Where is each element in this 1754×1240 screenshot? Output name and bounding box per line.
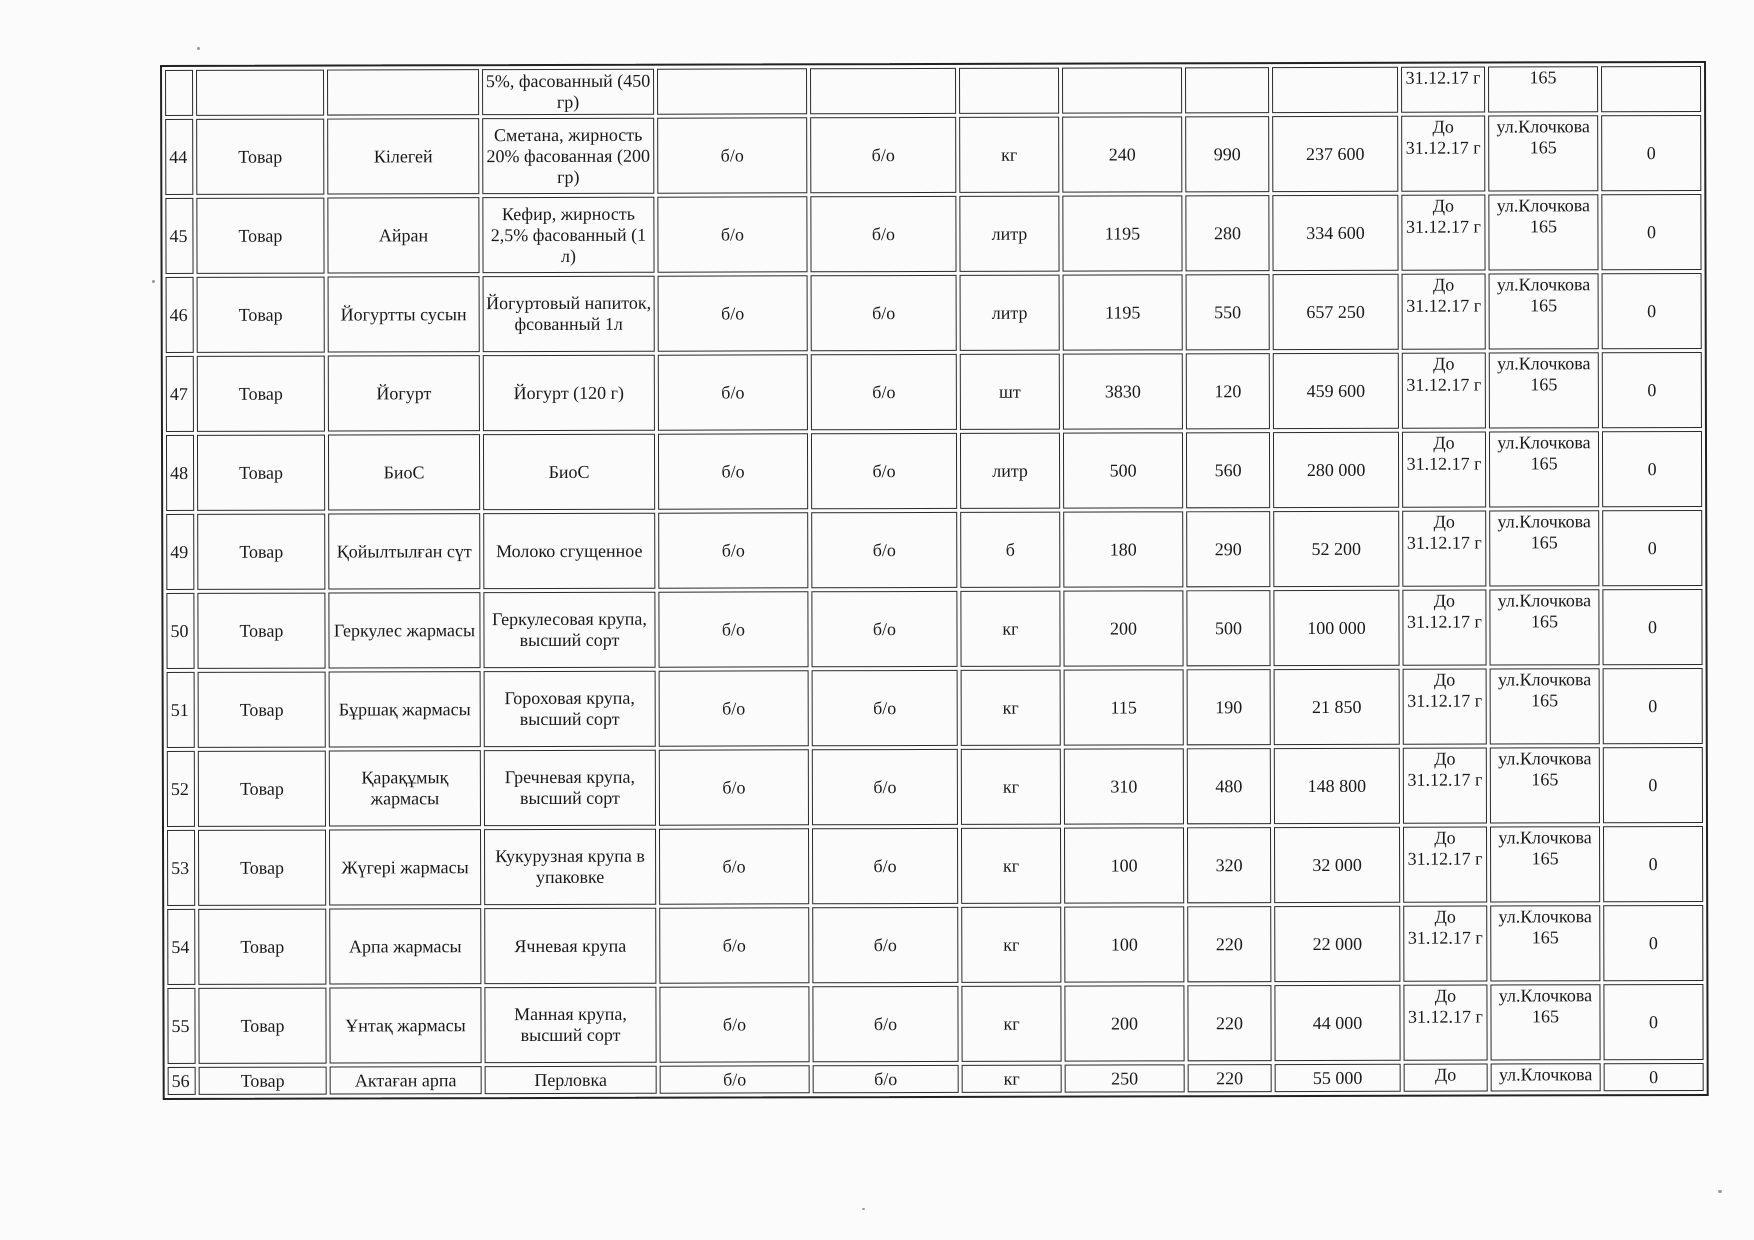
table-row xyxy=(166,431,1702,511)
cell-sum: 52 200 xyxy=(1273,511,1399,587)
cell-address: ул.Клочкова 165 xyxy=(1489,510,1599,586)
cell-name-kz: Актаған арпа xyxy=(330,1066,482,1094)
cell-advance: 0 xyxy=(1601,194,1701,270)
cell-type: Товар xyxy=(197,514,325,590)
cell-unit: шт xyxy=(960,354,1060,430)
cell-num: 46 xyxy=(166,277,194,353)
cell-sum: 237 600 xyxy=(1272,116,1398,192)
cell-term: До 31.12.17 г xyxy=(1402,590,1486,666)
table-row xyxy=(167,747,1703,827)
cell-num: 48 xyxy=(166,435,194,511)
cell-price: 550 xyxy=(1186,274,1270,350)
cell-name-ru: Гороховая крупа, высший сорт xyxy=(484,671,656,747)
table-row xyxy=(167,826,1703,906)
cell-c5: б/о xyxy=(658,275,808,351)
cell-qty: 200 xyxy=(1063,590,1183,666)
cell-c6: б/о xyxy=(811,275,957,351)
cell-name-kz: Кілегей xyxy=(327,118,479,194)
cell-c6 xyxy=(810,68,956,114)
cell-address: ул.Клочкова 165 xyxy=(1490,826,1600,902)
cell-type: Товар xyxy=(197,593,325,669)
cell-price: 190 xyxy=(1187,669,1271,745)
cell-c6: б/о xyxy=(813,1065,959,1093)
cell-sum: 280 000 xyxy=(1273,432,1399,508)
cell-price: 220 xyxy=(1188,1064,1272,1092)
cell-address: ул.Клочкова 165 xyxy=(1488,194,1598,270)
table-row-continued xyxy=(165,66,1701,116)
cell-name-ru: Ячневая крупа xyxy=(484,908,656,984)
cell-c6: б/о xyxy=(812,670,958,746)
cell-unit: кг xyxy=(961,907,1061,983)
cell-sum: 100 000 xyxy=(1273,590,1399,666)
cell-name-kz: Бұршақ жармасы xyxy=(329,671,481,747)
table-row xyxy=(167,905,1703,985)
cell-term: 31.12.17 г xyxy=(1401,67,1485,113)
cell-sum: 148 800 xyxy=(1274,748,1400,824)
cell-advance xyxy=(1601,66,1701,112)
cell-c6: б/о xyxy=(810,196,956,272)
cell-qty: 310 xyxy=(1064,748,1184,824)
cell-advance: 0 xyxy=(1602,510,1702,586)
scan-speck xyxy=(862,1208,865,1210)
cell-name-kz: БиоС xyxy=(328,434,480,510)
cell-c6: б/о xyxy=(811,433,957,509)
table-row xyxy=(166,273,1702,353)
cell-advance: 0 xyxy=(1603,826,1703,902)
cell-advance: 0 xyxy=(1603,747,1703,823)
cell-name-ru: БиоС xyxy=(483,434,655,510)
cell-name-ru: Йогуртовый напиток, фсованный 1л xyxy=(483,276,655,352)
cell-sum xyxy=(1272,67,1398,113)
cell-type: Товар xyxy=(196,198,324,274)
cell-name-ru: Перловка xyxy=(485,1066,657,1094)
cell-unit: кг xyxy=(960,591,1060,667)
table-body xyxy=(165,66,1704,1095)
cell-unit: литр xyxy=(960,433,1060,509)
cell-c5: б/о xyxy=(658,354,808,430)
cell-address: ул.Клочкова 165 xyxy=(1489,273,1599,349)
cell-advance: 0 xyxy=(1602,431,1702,507)
cell-type: Товар xyxy=(196,119,324,195)
cell-type: Товар xyxy=(198,909,326,985)
cell-term: До 31.12.17 г xyxy=(1403,669,1487,745)
cell-sum: 21 850 xyxy=(1274,669,1400,745)
cell-unit: кг xyxy=(961,828,1061,904)
cell-num: 53 xyxy=(167,830,195,906)
cell-address: ул.Клочкова xyxy=(1491,1063,1601,1091)
cell-qty: 115 xyxy=(1064,669,1184,745)
cell-c5: б/о xyxy=(658,433,808,509)
cell-qty: 180 xyxy=(1063,511,1183,587)
table-row xyxy=(167,668,1703,748)
cell-qty: 100 xyxy=(1064,906,1184,982)
cell-c6: б/о xyxy=(811,591,957,667)
cell-sum: 657 250 xyxy=(1273,274,1399,350)
cell-name-ru: Манная крупа, высший сорт xyxy=(484,987,656,1063)
cell-address: ул.Клочкова 165 xyxy=(1490,747,1600,823)
table-row xyxy=(165,194,1701,274)
cell-num: 45 xyxy=(165,198,193,274)
cell-type: Товар xyxy=(197,277,325,353)
cell-term: До 31.12.17 г xyxy=(1401,116,1485,192)
cell-term: До 31.12.17 г xyxy=(1403,906,1487,982)
cell-name-ru: Геркулесовая крупа, высший сорт xyxy=(483,592,655,668)
cell-advance: 0 xyxy=(1603,905,1703,981)
cell-num: 50 xyxy=(166,593,194,669)
cell-num: 55 xyxy=(167,988,195,1064)
cell-qty: 240 xyxy=(1062,116,1182,192)
cell-sum: 55 000 xyxy=(1275,1064,1401,1092)
goods-table xyxy=(160,61,1709,1100)
cell-name-kz: Йогуртты сусын xyxy=(328,276,480,352)
cell-qty: 100 xyxy=(1064,827,1184,903)
cell-unit xyxy=(959,68,1059,114)
cell-name-ru: Гречневая крупа, высший сорт xyxy=(484,750,656,826)
cell-num: 51 xyxy=(167,672,195,748)
cell-address: ул.Клочкова 165 xyxy=(1490,905,1600,981)
scan-speck xyxy=(197,47,200,50)
cell-sum: 44 000 xyxy=(1274,985,1400,1061)
cell-name-ru: Сметана, жирность 20% фасованная (200 гр) xyxy=(482,118,654,194)
cell-unit: кг xyxy=(962,1065,1062,1093)
cell-c5: б/о xyxy=(659,828,809,904)
cell-qty: 3830 xyxy=(1063,353,1183,429)
cell-c6: б/о xyxy=(811,354,957,430)
cell-c5: б/о xyxy=(659,749,809,825)
cell-name-ru: Кукурузная крупа в упаковке xyxy=(484,829,656,905)
cell-price: 560 xyxy=(1186,432,1270,508)
cell-qty xyxy=(1062,67,1182,113)
cell-name-kz: Жүгері жармасы xyxy=(329,829,481,905)
cell-type: Товар xyxy=(198,751,326,827)
cell-c5: б/о xyxy=(658,512,808,588)
cell-unit: литр xyxy=(960,275,1060,351)
cell-c6: б/о xyxy=(810,117,956,193)
cell-unit: кг xyxy=(961,986,1061,1062)
cell-c5 xyxy=(657,68,807,114)
cell-c5: б/о xyxy=(659,907,809,983)
cell-qty: 1195 xyxy=(1062,195,1182,271)
cell-num: 44 xyxy=(165,119,193,195)
cell-address: ул.Клочкова 165 xyxy=(1489,352,1599,428)
cell-advance: 0 xyxy=(1603,668,1703,744)
cell-address: ул.Клочкова 165 xyxy=(1489,589,1599,665)
cell-advance: 0 xyxy=(1603,984,1703,1060)
cell-term: До 31.12.17 г xyxy=(1402,432,1486,508)
cell-name-kz: Ұнтақ жармасы xyxy=(329,987,481,1063)
cell-term: До 31.12.17 г xyxy=(1402,274,1486,350)
cell-price: 500 xyxy=(1186,590,1270,666)
cell-name-ru: Молоко сгущенное xyxy=(483,513,655,589)
cell-term: До 31.12.17 г xyxy=(1403,985,1487,1061)
cell-price: 120 xyxy=(1186,353,1270,429)
cell-c6: б/о xyxy=(812,986,958,1062)
cell-type: Товар xyxy=(198,672,326,748)
cell-advance: 0 xyxy=(1602,352,1702,428)
cell-num xyxy=(165,70,193,116)
cell-c5: б/о xyxy=(659,670,809,746)
cell-address: ул.Клочкова 165 xyxy=(1488,115,1598,191)
cell-sum: 22 000 xyxy=(1274,906,1400,982)
cell-c5: б/о xyxy=(657,117,807,193)
cell-price: 290 xyxy=(1186,511,1270,587)
cell-address: ул.Клочкова 165 xyxy=(1490,668,1600,744)
cell-name-kz: Айран xyxy=(327,197,479,273)
cell-name-kz: Қойылтылған сүт xyxy=(328,513,480,589)
cell-c5: б/о xyxy=(657,196,807,272)
table-row xyxy=(166,510,1702,590)
cell-unit: кг xyxy=(961,749,1061,825)
scan-speck xyxy=(1718,1190,1722,1193)
cell-name-kz: Қарақұмық жармасы xyxy=(329,750,481,826)
table-row xyxy=(166,589,1702,669)
cell-c5: б/о xyxy=(660,1065,810,1093)
cell-type: Товар xyxy=(198,988,326,1064)
cell-name-kz: Йогурт xyxy=(328,355,480,431)
cell-type: Товар xyxy=(199,1067,327,1095)
cell-c6: б/о xyxy=(812,907,958,983)
cell-c6: б/о xyxy=(812,749,958,825)
cell-num: 54 xyxy=(167,909,195,985)
cell-term: До 31.12.17 г xyxy=(1402,353,1486,429)
cell-price: 480 xyxy=(1187,748,1271,824)
cell-advance: 0 xyxy=(1602,273,1702,349)
cell-num: 47 xyxy=(166,356,194,432)
cell-num: 52 xyxy=(167,751,195,827)
cell-c6: б/о xyxy=(811,512,957,588)
cell-term: До 31.12.17 г xyxy=(1402,511,1486,587)
cell-name-ru: Кефир, жирность 2,5% фасованный (1 л) xyxy=(482,197,654,273)
cell-price: 280 xyxy=(1185,195,1269,271)
table-row xyxy=(166,352,1702,432)
cell-price xyxy=(1185,67,1269,113)
cell-address: ул.Клочкова 165 xyxy=(1490,984,1600,1060)
cell-name-ru: 5%, фасованный (450 гр) xyxy=(482,69,654,115)
table-row xyxy=(167,984,1703,1064)
cell-qty: 500 xyxy=(1063,432,1183,508)
cell-price: 220 xyxy=(1187,906,1271,982)
cell-term: До 31.12.17 г xyxy=(1403,748,1487,824)
cell-sum: 459 600 xyxy=(1273,353,1399,429)
cell-unit: кг xyxy=(961,670,1061,746)
cell-qty: 250 xyxy=(1065,1064,1185,1092)
scan-speck xyxy=(152,280,155,283)
cell-name-kz: Геркулес жармасы xyxy=(328,592,480,668)
table-row xyxy=(168,1063,1704,1095)
cell-num: 56 xyxy=(168,1067,196,1095)
cell-sum: 32 000 xyxy=(1274,827,1400,903)
cell-c5: б/о xyxy=(659,986,809,1062)
cell-term: До 31.12.17 г xyxy=(1401,195,1485,271)
cell-term: До 31.12.17 г xyxy=(1403,827,1487,903)
cell-unit: кг xyxy=(959,117,1059,193)
cell-qty: 200 xyxy=(1064,985,1184,1061)
cell-term: До xyxy=(1404,1064,1488,1092)
cell-num: 49 xyxy=(166,514,194,590)
cell-price: 220 xyxy=(1187,985,1271,1061)
cell-address: 165 xyxy=(1488,66,1598,112)
cell-name-kz xyxy=(327,69,479,115)
cell-type: Товар xyxy=(197,435,325,511)
cell-type: Товар xyxy=(198,830,326,906)
cell-type xyxy=(196,70,324,116)
cell-c6: б/о xyxy=(812,828,958,904)
cell-unit: б xyxy=(960,512,1060,588)
cell-name-ru: Йогурт (120 г) xyxy=(483,355,655,431)
cell-name-kz: Арпа жармасы xyxy=(329,908,481,984)
cell-advance: 0 xyxy=(1601,115,1701,191)
cell-price: 320 xyxy=(1187,827,1271,903)
cell-sum: 334 600 xyxy=(1272,195,1398,271)
cell-advance: 0 xyxy=(1602,589,1702,665)
table-row xyxy=(165,115,1701,195)
cell-unit: литр xyxy=(959,196,1059,272)
cell-type: Товар xyxy=(197,356,325,432)
cell-address: ул.Клочкова 165 xyxy=(1489,431,1599,507)
cell-c5: б/о xyxy=(658,591,808,667)
cell-price: 990 xyxy=(1185,116,1269,192)
cell-qty: 1195 xyxy=(1063,274,1183,350)
cell-advance: 0 xyxy=(1604,1063,1704,1091)
